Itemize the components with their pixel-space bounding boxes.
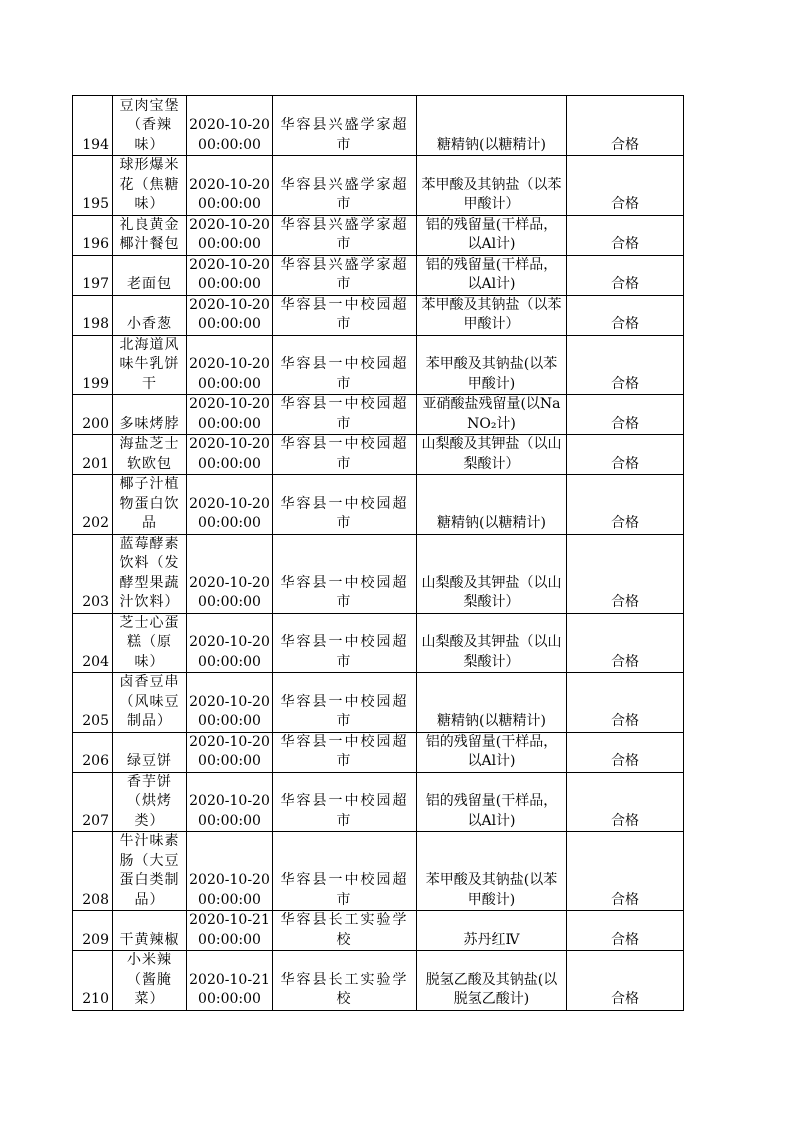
- sampling-time: 00:00:00: [198, 276, 261, 292]
- test-item: [417, 832, 567, 911]
- table-row: [73, 613, 684, 673]
- sampling-time: 00:00:00: [198, 753, 261, 769]
- sampling-location-text: 华容县一中校园超市: [280, 693, 409, 729]
- test-item: [417, 732, 567, 772]
- product-name: 老面包: [113, 255, 187, 295]
- table-row: [73, 435, 684, 475]
- row-number: 210: [73, 951, 113, 1011]
- row-number: 195: [73, 156, 113, 216]
- row-number: 208: [73, 832, 113, 911]
- product-name: 绿豆饼: [113, 732, 187, 772]
- test-result: 合格: [567, 772, 684, 832]
- row-number: 203: [73, 534, 113, 613]
- sampling-location-text: 华容县兴盛学家超市: [280, 117, 409, 153]
- sampling-date: 2020-10-20: [189, 693, 270, 710]
- sampling-date: 2020-10-20: [189, 495, 270, 512]
- test-item: [417, 673, 567, 733]
- sampling-location-text: 华容县兴盛学家超市: [280, 256, 409, 292]
- product-name: 北海道风味牛乳饼干: [113, 335, 187, 395]
- sampling-datetime: [187, 534, 273, 613]
- inspection-table: [72, 95, 684, 1011]
- test-item-text: 苯甲酸及其钠盐（以苯甲酸计）: [421, 176, 562, 212]
- product-name: 豆肉宝堡（香辣味）: [113, 96, 187, 156]
- sampling-datetime: [187, 395, 273, 435]
- sampling-time: 00:00:00: [198, 375, 261, 392]
- table-row: [73, 295, 684, 335]
- test-item: [417, 534, 567, 613]
- product-name: 牛汁味素肠（大豆蛋白类制品）: [113, 832, 187, 911]
- test-result: 合格: [567, 475, 684, 535]
- test-item-text: 糖精钠(以糖精计): [437, 515, 546, 531]
- sampling-date: 2020-10-20: [189, 296, 270, 313]
- test-item: [417, 435, 567, 475]
- sampling-datetime: [187, 475, 273, 535]
- sampling-location: [273, 255, 417, 295]
- test-item: [417, 951, 567, 1011]
- test-item: [417, 96, 567, 156]
- product-name: 小香葱: [113, 295, 187, 335]
- sampling-location: [273, 295, 417, 335]
- test-result: 合格: [567, 832, 684, 911]
- sampling-location: [273, 215, 417, 255]
- sampling-date: 2020-10-20: [189, 117, 270, 133]
- product-name: 芝士心蛋糕（原味）: [113, 613, 187, 673]
- product-name: 香芋饼（烘烤类）: [113, 772, 187, 832]
- product-name: 球形爆米花（焦糖味）: [113, 156, 187, 216]
- test-item-text: 铝的残留量(干样品，以Al计): [425, 256, 558, 292]
- row-number: 201: [73, 435, 113, 475]
- sampling-date: 2020-10-20: [189, 396, 270, 412]
- test-item-text: 山梨酸及其钾盐（以山梨酸计）: [421, 634, 562, 670]
- sampling-location: [273, 911, 417, 951]
- sampling-datetime: [187, 911, 273, 951]
- test-result: 合格: [567, 673, 684, 733]
- row-number: 197: [73, 255, 113, 295]
- row-number: 207: [73, 772, 113, 832]
- sampling-location-text: 华容县一中校园超市: [280, 793, 409, 829]
- test-item-text: 铝的残留量(干样品，以Al计): [425, 733, 558, 769]
- test-result: 合格: [567, 255, 684, 295]
- sampling-location: [273, 435, 417, 475]
- product-name: 蓝莓酵素饮料（发酵型果蔬汁饮料）: [113, 534, 187, 613]
- row-number: 204: [73, 613, 113, 673]
- sampling-date: 2020-10-20: [189, 356, 270, 372]
- sampling-time: 00:00:00: [198, 236, 261, 252]
- sampling-date: 2020-10-20: [189, 436, 270, 452]
- test-result: 合格: [567, 335, 684, 395]
- sampling-date: 2020-10-21: [189, 971, 270, 988]
- sampling-location: [273, 772, 417, 832]
- inspection-table-body: [73, 96, 684, 1011]
- row-number: 206: [73, 732, 113, 772]
- sampling-location: [273, 335, 417, 395]
- sampling-location-text: 华容县一中校园超市: [280, 495, 409, 531]
- table-row: [73, 156, 684, 216]
- test-item-text: 苯甲酸及其钠盐（以苯甲酸计）: [421, 296, 562, 332]
- sampling-datetime: [187, 156, 273, 216]
- sampling-datetime: [187, 96, 273, 156]
- test-item-text: 糖精钠(以糖精计): [437, 136, 546, 153]
- sampling-time: 00:00:00: [198, 415, 261, 432]
- sampling-location-text: 华容县长工实验学校: [280, 912, 409, 948]
- test-item-text: 亚硝酸盐残留量(以NaNO₂计): [422, 396, 561, 432]
- test-item: [417, 295, 567, 335]
- sampling-time: 00:00:00: [198, 316, 261, 332]
- sampling-datetime: [187, 215, 273, 255]
- sampling-time: 00:00:00: [198, 594, 261, 610]
- sampling-location-text: 华容县兴盛学家超市: [280, 176, 409, 212]
- sampling-time: 00:00:00: [198, 991, 261, 1007]
- sampling-date: 2020-10-20: [189, 793, 270, 809]
- sampling-location: [273, 156, 417, 216]
- table-row: [73, 335, 684, 395]
- sampling-location-text: 华容县一中校园超市: [280, 396, 409, 432]
- test-item: [417, 335, 567, 395]
- test-item: [417, 255, 567, 295]
- test-item-text: 铝的残留量(干样品，以Al计): [425, 793, 558, 829]
- sampling-location-text: 华容县一中校园超市: [280, 733, 409, 769]
- sampling-date: 2020-10-20: [189, 733, 270, 750]
- test-result: 合格: [567, 96, 684, 156]
- sampling-datetime: [187, 295, 273, 335]
- test-item: [417, 772, 567, 832]
- row-number: 199: [73, 335, 113, 395]
- sampling-time: 00:00:00: [198, 931, 261, 948]
- test-result: 合格: [567, 911, 684, 951]
- test-item-text: 糖精钠(以糖精计): [437, 713, 546, 729]
- test-item-text: 脱氢乙酸及其钠盐(以脱氢乙酸计): [425, 971, 558, 1007]
- row-number: 196: [73, 215, 113, 255]
- sampling-time: 00:00:00: [198, 713, 261, 729]
- sampling-datetime: [187, 832, 273, 911]
- sampling-location-text: 华容县一中校园超市: [280, 634, 409, 670]
- product-name: 礼良黄金椰汁餐包: [113, 215, 187, 255]
- row-number: 194: [73, 96, 113, 156]
- table-row: [73, 534, 684, 613]
- table-row: [73, 475, 684, 535]
- row-number: 209: [73, 911, 113, 951]
- test-result: 合格: [567, 613, 684, 673]
- sampling-time: 00:00:00: [198, 891, 261, 908]
- sampling-location: [273, 951, 417, 1011]
- sampling-date: 2020-10-20: [189, 256, 270, 273]
- table-row: [73, 673, 684, 733]
- sampling-date: 2020-10-20: [189, 872, 270, 888]
- table-row: [73, 911, 684, 951]
- table-row: [73, 951, 684, 1011]
- test-result: 合格: [567, 534, 684, 613]
- sampling-location-text: 华容县兴盛学家超市: [280, 216, 409, 252]
- sampling-location-text: 华容县一中校园超市: [280, 296, 409, 332]
- sampling-time: 00:00:00: [198, 812, 261, 829]
- table-row: [73, 96, 684, 156]
- sampling-datetime: [187, 772, 273, 832]
- sampling-location: [273, 732, 417, 772]
- table-row: [73, 395, 684, 435]
- table-row: [73, 772, 684, 832]
- table-row: [73, 215, 684, 255]
- sampling-location-text: 华容县一中校园超市: [280, 436, 409, 472]
- product-name: 干黄辣椒: [113, 911, 187, 951]
- test-item: [417, 911, 567, 951]
- test-item-text: 苯甲酸及其钠盐(以苯甲酸计): [425, 872, 558, 908]
- sampling-location: [273, 96, 417, 156]
- table-row: [73, 255, 684, 295]
- test-item-text: 山梨酸及其钾盐（以山梨酸计）: [421, 436, 562, 472]
- sampling-datetime: [187, 613, 273, 673]
- test-item-text: 苯甲酸及其钠盐(以苯甲酸计): [425, 356, 558, 392]
- test-item: [417, 215, 567, 255]
- sampling-location: [273, 673, 417, 733]
- test-item-text: 山梨酸及其钾盐（以山梨酸计）: [421, 574, 562, 610]
- product-name: 小米辣（酱腌菜）: [113, 951, 187, 1011]
- test-item: [417, 395, 567, 435]
- sampling-datetime: [187, 435, 273, 475]
- sampling-location-text: 华容县一中校园超市: [280, 872, 409, 908]
- sampling-location: [273, 534, 417, 613]
- test-item-text: 铝的残留量(干样品，以Al计): [425, 216, 558, 252]
- test-result: 合格: [567, 156, 684, 216]
- test-item: [417, 475, 567, 535]
- sampling-location: [273, 613, 417, 673]
- sampling-time: 00:00:00: [198, 653, 261, 670]
- row-number: 205: [73, 673, 113, 733]
- sampling-time: 00:00:00: [198, 136, 261, 153]
- test-item: [417, 613, 567, 673]
- sampling-datetime: [187, 673, 273, 733]
- sampling-time: 00:00:00: [198, 455, 261, 472]
- sampling-location-text: 华容县长工实验学校: [280, 971, 409, 1007]
- product-name: 多味烤脖: [113, 395, 187, 435]
- sampling-datetime: [187, 335, 273, 395]
- table-row: [73, 832, 684, 911]
- sampling-location-text: 华容县一中校园超市: [280, 356, 409, 392]
- test-result: 合格: [567, 295, 684, 335]
- sampling-date: 2020-10-20: [189, 574, 270, 591]
- product-name: 卤香豆串（风味豆制品）: [113, 673, 187, 733]
- sampling-datetime: [187, 951, 273, 1011]
- sampling-datetime: [187, 732, 273, 772]
- row-number: 202: [73, 475, 113, 535]
- test-result: 合格: [567, 395, 684, 435]
- sampling-datetime: [187, 255, 273, 295]
- test-result: 合格: [567, 435, 684, 475]
- sampling-time: 00:00:00: [198, 196, 261, 212]
- sampling-location: [273, 475, 417, 535]
- sampling-date: 2020-10-20: [189, 634, 270, 650]
- sampling-date: 2020-10-20: [189, 176, 270, 193]
- sampling-time: 00:00:00: [198, 515, 261, 531]
- row-number: 200: [73, 395, 113, 435]
- test-result: 合格: [567, 951, 684, 1011]
- product-name: 椰子汁植物蛋白饮品: [113, 475, 187, 535]
- table-row: [73, 732, 684, 772]
- test-item: [417, 156, 567, 216]
- sampling-date: 2020-10-20: [189, 216, 270, 233]
- sampling-location-text: 华容县一中校园超市: [280, 574, 409, 610]
- product-name: 海盐芝士软欧包: [113, 435, 187, 475]
- sampling-date: 2020-10-21: [189, 912, 270, 928]
- sampling-location: [273, 832, 417, 911]
- test-item-text: 苏丹红Ⅳ: [463, 931, 520, 948]
- test-result: 合格: [567, 215, 684, 255]
- sampling-location: [273, 395, 417, 435]
- row-number: 198: [73, 295, 113, 335]
- test-result: 合格: [567, 732, 684, 772]
